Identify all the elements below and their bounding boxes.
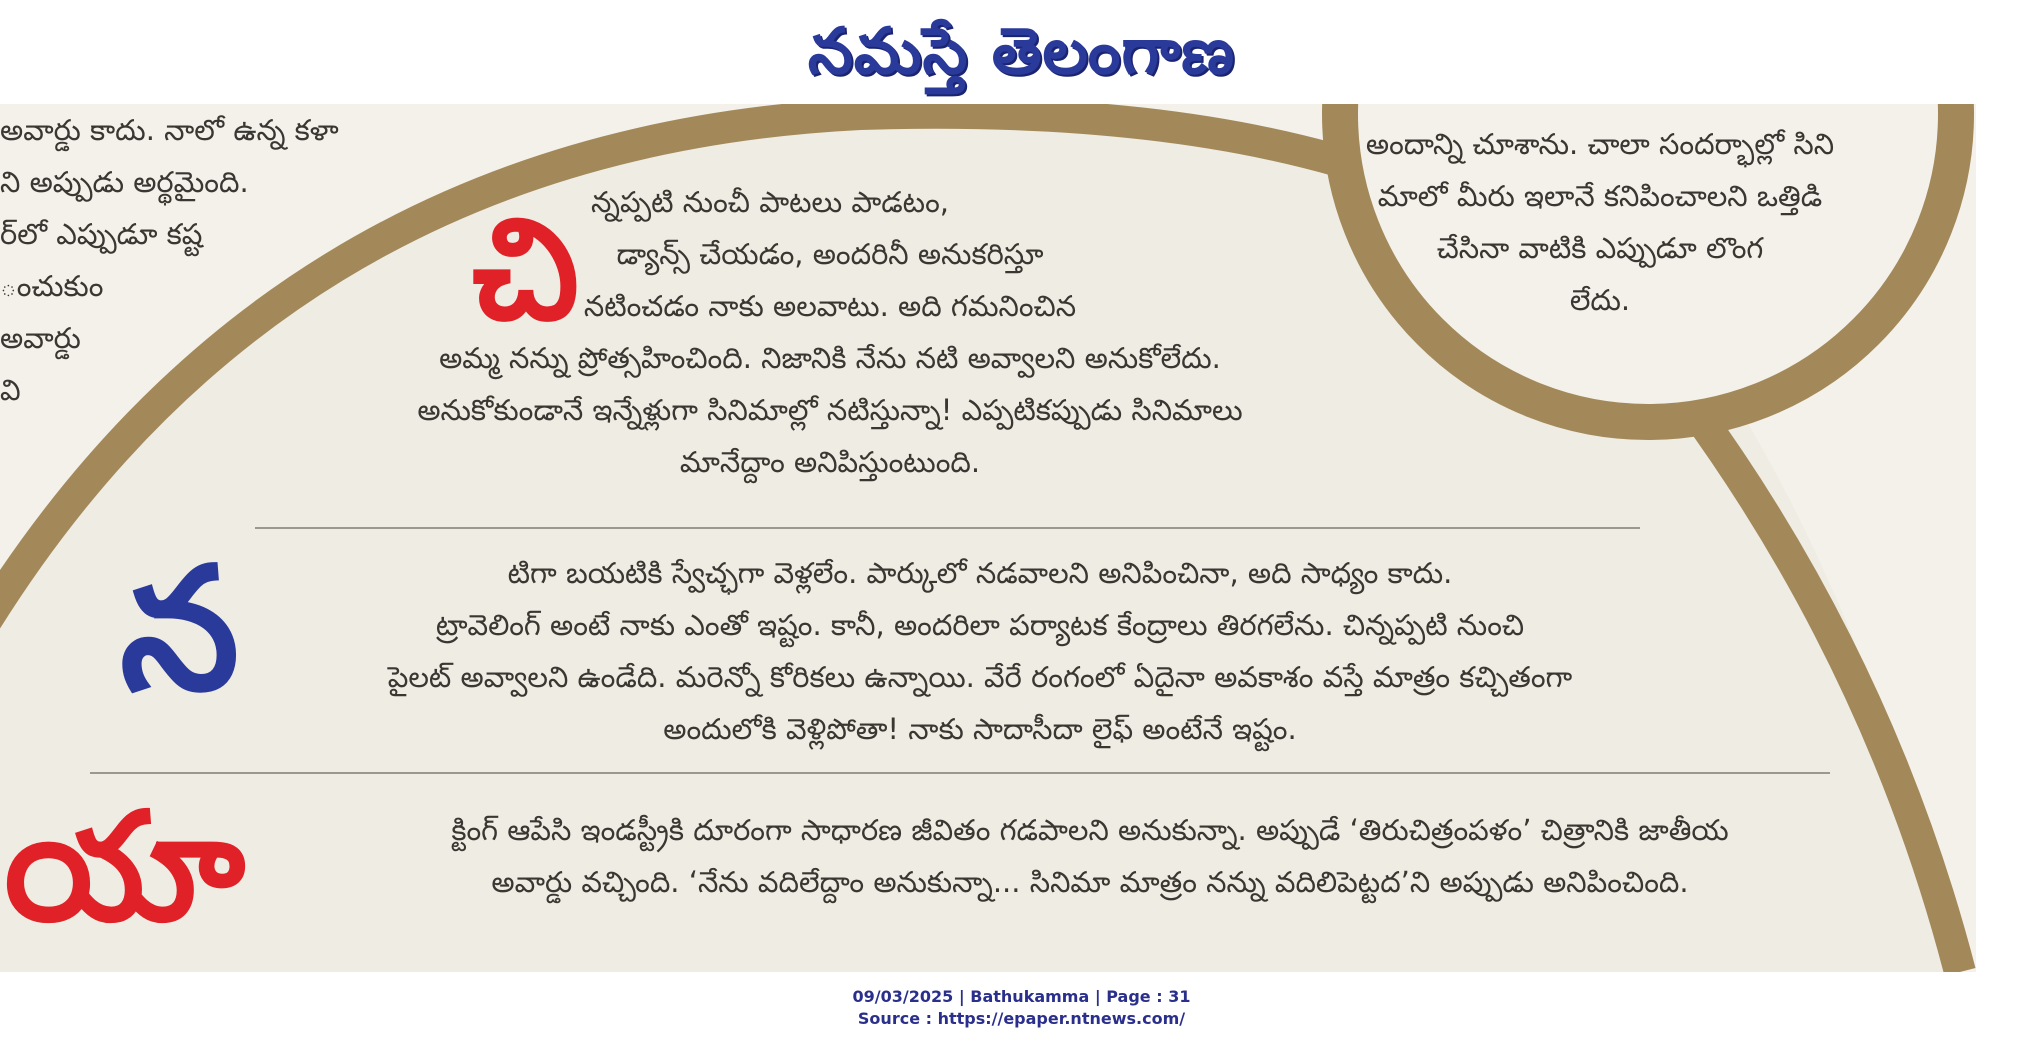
section3-text: [270, 804, 1910, 908]
left-line: అవార్డు కాదు. నాలో ఉన్న కళా: [0, 113, 339, 147]
left-line: ర్‌లో ఎప్పుడూ కష్ట: [0, 217, 203, 251]
article-page: [0, 104, 1976, 972]
section2-text: [230, 547, 1730, 755]
circle-column-text: [1300, 118, 1900, 326]
circle-line: మాలో మీరు ఇలానే కనిపించాలని ఒత్తిడి: [1377, 179, 1823, 213]
circle-line: చేసినా వాటికి ఎప్పుడూ లొంగ: [1436, 231, 1764, 265]
section3-line: క్టింగ్ ఆపేసి ఇండస్ట్రీకి దూరంగా సాధారణ జీవితం గడపాలని అనుకున్నా. అప్పుడే ‘తిరుచిత్రంపళం’ చిత్రానికి జాతీయ: [451, 813, 1729, 847]
left-line: వి: [0, 373, 21, 407]
section1-text: [300, 176, 1360, 488]
left-column-text: [0, 104, 339, 416]
footer-source: Source : https://epaper.ntnews.com/: [857, 1009, 1186, 1028]
circle-line: అందాన్ని చూశాను. చాలా సందర్భాల్లో సిని: [1365, 127, 1835, 161]
page-footer: [0, 986, 2043, 1030]
masthead-title: నమస్తే తెలంగాణ: [807, 15, 1236, 89]
section2-line: పైలట్ అవ్వాలని ఉండేది. మరెన్నో కోరికలు ఉన్నాయి. వేరే రంగంలో ఏదైనా అవకాశం వస్తే మాత్రం కచ్చితంగా: [387, 660, 1573, 694]
section2-line: టిగా బయటికి స్వేచ్ఛగా వెళ్లలేం. పార్కులో నడవాలని అనిపించినా, అది సాధ్యం కాదు.: [507, 556, 1453, 590]
section2-line: ట్రావెలింగ్ అంటే నాకు ఎంతో ఇష్టం. కానీ, అందరిలా పర్యాటక కేంద్రాలు తిరగలేను. చిన్నప్పటి నుంచి: [435, 608, 1525, 642]
section1-line: అమ్మ నన్ను ప్రోత్సహించింది. నిజానికి నేను నటి అవ్వాలని అనుకోలేదు.: [439, 341, 1221, 375]
dropcap-ya: యా: [4, 779, 246, 955]
section-divider: [255, 527, 1640, 529]
footer-meta: 09/03/2025 | Bathukamma | Page : 31: [852, 987, 1191, 1006]
section1-line: నటించడం నాకు అలవాటు. అది గమనించిన: [583, 289, 1077, 323]
masthead: [0, 0, 2043, 104]
dropcap-na: న: [120, 529, 240, 729]
section2-line: అందులోకి వెళ్లిపోతా! నాకు సాదాసీదా లైఫ్ అంటేనే ఇష్టం.: [663, 712, 1297, 746]
section3-line: అవార్డు వచ్చింది. ‘నేను వదిలేద్దాం అనుకున్నా... సినిమా మాత్రం నన్ను వదిలిపెట్టద’ని అప్పుడు అనిపించింది.: [491, 865, 1689, 899]
left-line: ని అప్పుడు అర్థమైంది.: [0, 165, 249, 199]
left-line: ంచుకుం: [0, 269, 104, 303]
section1-line: డ్యాన్స్ చేయడం, అందరినీ అనుకరిస్తూ: [616, 237, 1044, 271]
section1-line: న్నప్పటి నుంచీ పాటలు పాడటం,: [591, 185, 949, 219]
left-line: అవార్డు: [0, 321, 81, 355]
circle-line: లేదు.: [1569, 283, 1631, 317]
section-divider: [90, 772, 1830, 774]
dropcap-chi: చి: [472, 188, 580, 352]
section1-line: అనుకోకుండానే ఇన్నేళ్లుగా సినిమాల్లో నటిస్తున్నా! ఎప్పటికప్పుడు సినిమాలు: [417, 393, 1243, 427]
section1-line: మానేద్దాం అనిపిస్తుంటుంది.: [679, 445, 981, 479]
